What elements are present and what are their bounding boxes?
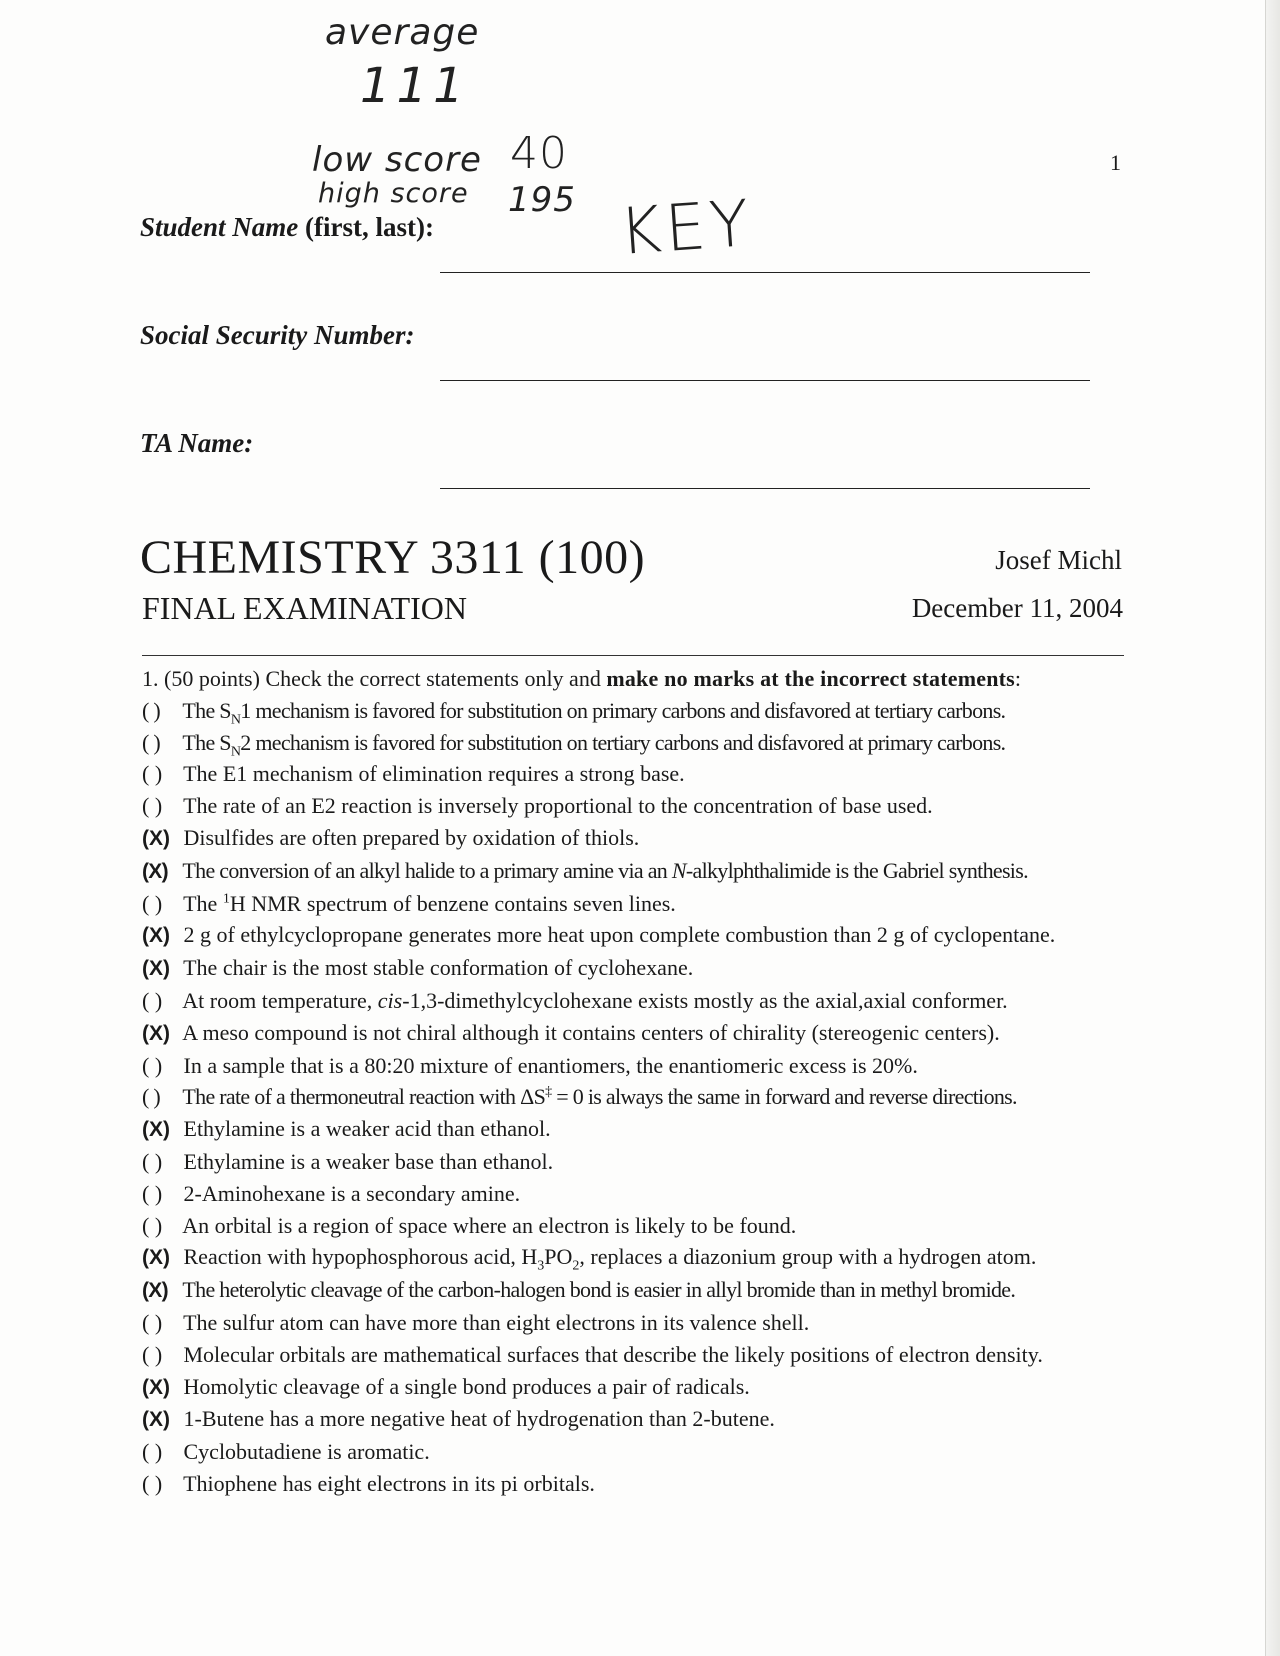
ssn-line[interactable] [440, 380, 1090, 381]
question-1-prompt [142, 663, 1172, 695]
statement-row [142, 1274, 1172, 1307]
statement-checkbox[interactable]: ( ) [142, 1052, 163, 1078]
statement-text-text: The E1 mechanism of elimination requires a strong base. [183, 761, 685, 787]
statement-text-ital: N [671, 857, 686, 883]
statement-text-text: In a sample that is a 80:20 mixture of enantiomers, the enantiomeric excess is 20%. [183, 1052, 918, 1078]
statement-text [184, 825, 640, 850]
statement-checkbox[interactable]: (X) [142, 924, 170, 948]
statement-text-sub: 3 [537, 1258, 545, 1274]
statement-row [142, 790, 1172, 822]
statement-row [142, 1403, 1172, 1436]
statement-row [142, 1468, 1172, 1500]
statement-checkbox[interactable]: ( ) [142, 1439, 163, 1465]
statement-text-sup: ‡ [545, 1085, 552, 1101]
statement-checkbox[interactable]: (X) [142, 1279, 168, 1303]
statement-row [142, 822, 1172, 855]
paper-edge [1265, 0, 1280, 1656]
ta-name-label: TA Name: [140, 428, 254, 458]
statement-text [183, 1471, 595, 1496]
question-prompt-suffix: : [1014, 666, 1022, 691]
student-name-label-text: Student Name [140, 212, 299, 242]
handwritten-high-score-value: 195 [508, 180, 576, 220]
statement-checkbox[interactable]: ( ) [142, 697, 161, 723]
statement-text-mid: PO [544, 1244, 573, 1270]
statement-row [142, 1307, 1172, 1339]
statement-row [142, 1178, 1172, 1210]
statement-row [142, 1436, 1172, 1468]
statement-text-after: 1 mechanism is favored for substitution on primary carbons and disfavored at tertiary carbons. [240, 697, 1006, 723]
handwritten-average-value: 111 [360, 58, 470, 114]
statement-text [184, 1053, 918, 1078]
statement-text-before: The [183, 890, 223, 916]
exam-title: FINAL EXAMINATION [142, 590, 467, 626]
statement-text [184, 1406, 775, 1431]
statement-text [182, 1213, 796, 1238]
statement-text [182, 1277, 1015, 1302]
statement-text-sup: 1 [222, 891, 230, 907]
statement-checkbox[interactable]: ( ) [142, 1148, 163, 1174]
student-name-hint: (first, last): [305, 212, 434, 242]
handwritten-average-label: average [325, 12, 480, 53]
statement-row [142, 1371, 1172, 1404]
statement-text-text: An orbital is a region of space where an electron is likely to be found. [182, 1212, 797, 1238]
question-prompt-prefix: 1. (50 points) Check the correct statements only and [142, 666, 607, 691]
statement-text-after: -1,3-dimethylcyclohexane exists mostly as the axial,axial conformer. [402, 987, 1008, 1013]
statement-text [182, 1084, 1016, 1109]
statement-text [182, 697, 1006, 728]
statement-list [142, 695, 1172, 1500]
statement-checkbox[interactable]: (X) [142, 1246, 170, 1270]
statement-row [142, 1081, 1172, 1113]
statement-checkbox[interactable]: ( ) [142, 1309, 163, 1335]
statement-text-before: The S [182, 729, 231, 755]
statement-text-after: , replaces a diazonium group with a hydrogen atom. [579, 1244, 1037, 1270]
statement-checkbox[interactable]: ( ) [142, 761, 163, 787]
statement-text-text: Cyclobutadiene is aromatic. [183, 1439, 430, 1465]
statement-text-text: The sulfur atom can have more than eight electrons in its valence shell. [183, 1309, 810, 1335]
statement-checkbox[interactable]: ( ) [142, 1212, 163, 1238]
statement-text [182, 988, 1007, 1013]
statement-text-before: At room temperature, [182, 987, 378, 1013]
statement-checkbox[interactable]: ( ) [142, 729, 161, 755]
author-name: Josef Michl [995, 545, 1122, 575]
statement-row [142, 888, 1172, 920]
statement-row [142, 695, 1172, 727]
statement-text-text: Molecular orbitals are mathematical surfaces that describe the likely positions of electron density. [183, 1341, 1043, 1367]
statement-text-sub: N [230, 712, 241, 728]
statement-text [184, 1181, 521, 1206]
statement-text [182, 1020, 999, 1045]
statement-checkbox[interactable]: ( ) [142, 1084, 161, 1110]
handwritten-low-score-label: low score [312, 140, 482, 180]
statement-text-ital: cis [377, 987, 403, 1013]
statement-text [183, 793, 933, 818]
statement-text-before: Reaction with hypophosphorous acid, H [183, 1244, 538, 1270]
statement-row [142, 952, 1172, 985]
statement-text [184, 922, 1056, 947]
statement-checkbox[interactable]: ( ) [142, 987, 163, 1013]
statement-checkbox[interactable]: ( ) [142, 1341, 163, 1367]
handwritten-high-score-label: high score [318, 178, 469, 209]
statement-row [142, 1146, 1172, 1178]
statement-row [142, 1210, 1172, 1242]
question-prompt-emphasis: make no marks at the incorrect statements [606, 666, 1015, 691]
statement-text-text: The rate of an E2 reaction is inversely proportional to the concentration of base used. [183, 793, 933, 819]
statement-row [142, 727, 1172, 759]
statement-checkbox[interactable]: (X) [142, 826, 170, 850]
statement-text-text: Ethylamine is a weaker acid than ethanol. [183, 1116, 551, 1142]
statement-text-text: A meso compound is not chiral although it contains centers of chirality (stereogenic centers). [182, 1019, 1000, 1045]
statement-checkbox[interactable]: (X) [142, 957, 170, 981]
statement-row [142, 1241, 1172, 1274]
student-name-line[interactable] [440, 272, 1090, 273]
statement-checkbox[interactable]: (X) [142, 1021, 170, 1045]
statement-text [183, 955, 693, 980]
statement-row [142, 985, 1172, 1017]
statement-text [184, 1439, 430, 1464]
statement-text-text: Thiophene has eight electrons in its pi orbitals. [183, 1470, 595, 1496]
statement-text [182, 729, 1006, 759]
statement-checkbox[interactable]: (X) [142, 1375, 170, 1399]
statement-checkbox[interactable]: ( ) [142, 793, 163, 819]
handwritten-low-score-value: 40 [510, 128, 568, 179]
statement-text-text: Ethylamine is a weaker base than ethanol. [183, 1148, 554, 1174]
statement-text [183, 761, 685, 786]
statement-row [142, 1113, 1172, 1146]
statement-row [142, 1339, 1172, 1371]
statement-text-text: 2 g of ethylcyclopropane generates more heat upon complete combustion than 2 g of cyclopentane. [183, 922, 1056, 948]
student-name-label [140, 212, 434, 243]
statement-row [142, 855, 1172, 888]
statement-text-text: Disulfides are often prepared by oxidation of thiols. [183, 824, 640, 850]
statement-checkbox[interactable]: ( ) [142, 890, 163, 916]
statement-row [142, 758, 1172, 790]
exam-date: December 11, 2004 [911, 593, 1123, 623]
statement-text-after: -alkylphthalimide is the Gabriel synthesis. [685, 857, 1028, 883]
page-number: 1 [1110, 150, 1121, 175]
question-1 [142, 663, 1172, 1500]
statement-text-text: The heterolytic cleavage of the carbon-halogen bond is easier in allyl bromide than in methyl bromide. [182, 1277, 1016, 1303]
statement-text-before: The rate of a thermoneutral reaction with ΔS [182, 1084, 546, 1110]
statement-text [184, 1342, 1043, 1367]
ssn-label: Social Security Number: [140, 320, 415, 350]
handwritten-key: KEY [616, 186, 756, 270]
statement-checkbox[interactable]: ( ) [142, 1470, 163, 1496]
statement-text [183, 1244, 1037, 1274]
statement-text-text: Homolytic cleavage of a single bond produces a pair of radicals. [183, 1373, 750, 1399]
statement-text [183, 891, 676, 916]
statement-checkbox[interactable]: ( ) [142, 1180, 163, 1206]
statement-text [184, 1116, 551, 1141]
statement-text-text: 1-Butene has a more negative heat of hydrogenation than 2-butene. [183, 1406, 775, 1432]
header-divider [142, 655, 1124, 656]
statement-text [184, 1374, 750, 1399]
statement-text-after: 2 mechanism is favored for substitution on tertiary carbons and disfavored at primary carbons. [240, 729, 1006, 755]
statement-checkbox[interactable]: (X) [142, 1408, 170, 1432]
statement-text-after: H NMR spectrum of benzene contains seven lines. [229, 890, 676, 916]
statement-text-before: The S [182, 697, 231, 723]
statement-text-after: = 0 is always the same in forward and reverse directions. [551, 1084, 1017, 1110]
statement-row [142, 1017, 1172, 1050]
statement-row [142, 1050, 1172, 1082]
statement-text [183, 1310, 809, 1335]
statement-text-text: 2-Aminohexane is a secondary amine. [183, 1180, 521, 1206]
course-title: CHEMISTRY 3311 (100) [140, 531, 646, 584]
statement-text [184, 1149, 554, 1174]
statement-text [182, 858, 1027, 883]
statement-text-before: The conversion of an alkyl halide to a primary amine via an [182, 857, 672, 883]
statement-text-sub: N [230, 743, 241, 759]
statement-text-text: The chair is the most stable conformation of cyclohexane. [183, 955, 694, 981]
statement-checkbox[interactable]: (X) [142, 1118, 170, 1142]
statement-checkbox[interactable]: (X) [142, 859, 168, 883]
statement-row [142, 919, 1172, 952]
statement-text-sub2: 2 [572, 1258, 580, 1274]
ta-name-line[interactable] [440, 488, 1090, 489]
